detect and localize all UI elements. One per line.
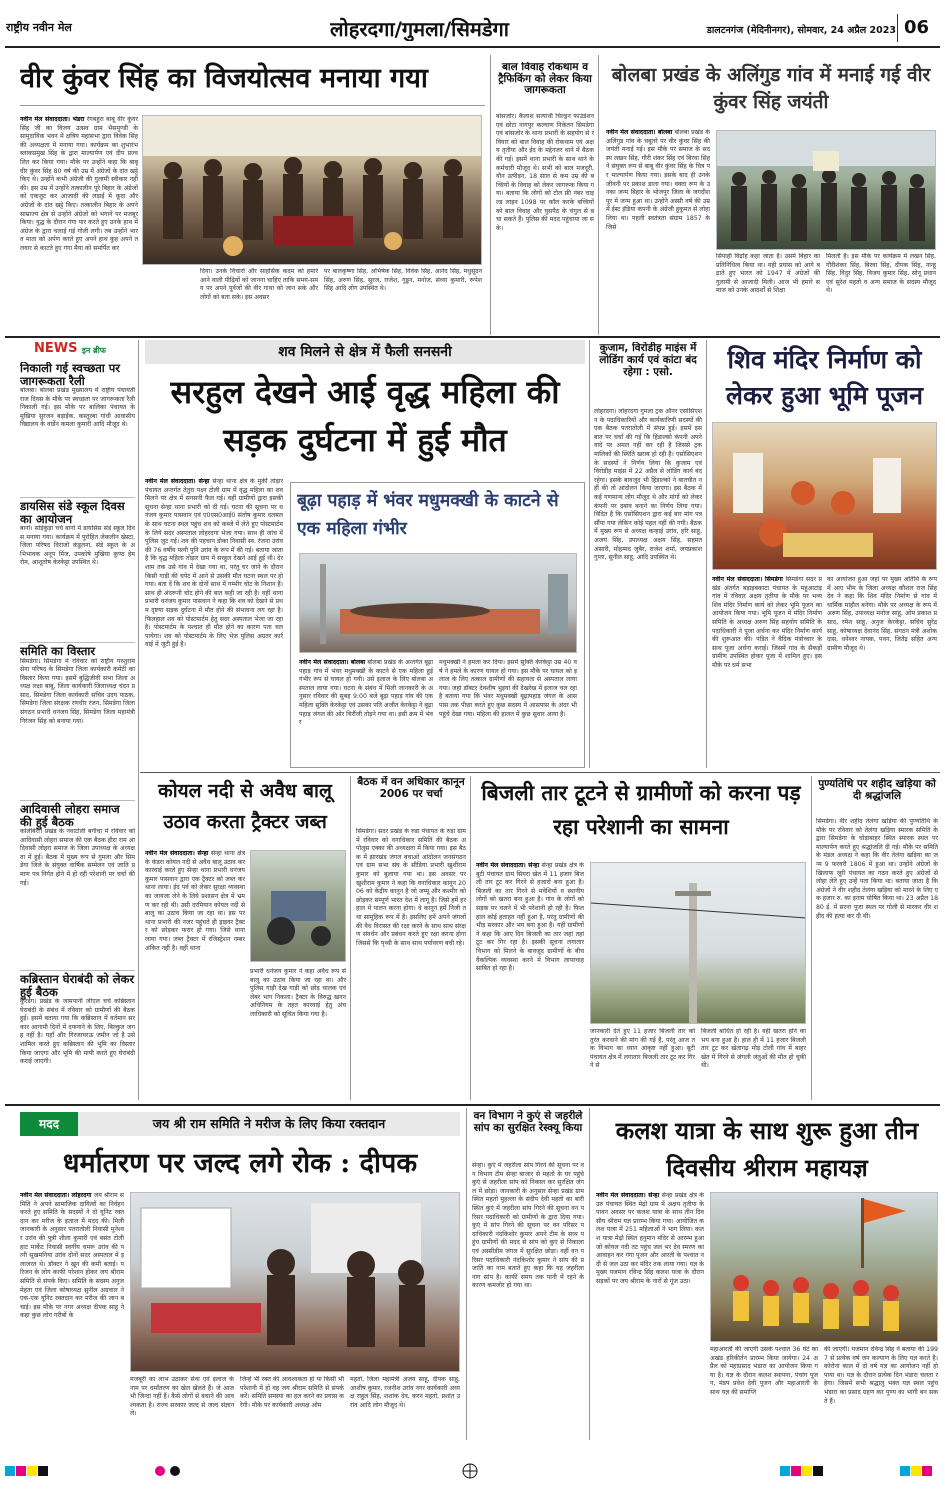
a8-photo-tractor [250, 850, 346, 962]
a10-body-col3: बिजली बाधित हो रही है। वहीं खतरा होने का भय बना हुआ है। हाल ही में 11 हजार बिजली तार टूट कर खेतागढ़ मोड़ टोली गांव में बाहर खेत में गिरने से जंगली जंतुओं की मौत हो चुकी थी। [701, 1028, 806, 1070]
a14-headline: कलश यात्रा के साथ शुरू हुआ तीन दिवसीय श्रीराम महायज्ञ [615, 1116, 919, 1182]
a14-body-col3: की जाएगी। यजमान रविन्द्र सिंह ने बताया की 1997 से प्रत्येक वर्ष जन कल्याण के लिए यज्ञ करते है। कोरोना काल में दो वर्ष यज्ञ का आयोजन नहीं हो पाया था। यज्ञ के दौरान प्रत्येक दिन भंडारा चलता रहेगा। जिसमें सभी श्रद्धालु भक्त यज्ञ स्थल पहुंच भंडारा का प्रसाद ग्रहण कर पुण्य का भागी बन सकते हैं। [824, 1346, 938, 1405]
news-brief-sublabel: इन ब्रीफ [82, 346, 106, 355]
a10-headline: बिजली तार टूटने से ग्रामीणों को करना पड़ रहा परेशानी का सामना [481, 780, 801, 839]
a12-body-col3: जिन्हें भी रक्त की आवश्यकता हो या किसी भी परेशानी में हो वह जय श्रीराम समिति से संपर्क करें। समिति समस्या का हल करने का प्रयास करेगी। मौके पर कार्यकारी अध्यक्ष ओम [240, 1376, 344, 1409]
brief-headline: समिति का विस्तार [20, 644, 96, 658]
a1-body-col1 [20, 116, 138, 332]
a10-text: सेन्हा प्रखंड क्षेत्र के बुटी पंचायत ग्राम सियरा खेत में 11 हजार बिजली तार टूट कर गिरने से हजारों बना हुआ है। बिजली का तार गिरने से मवेशियों व स्थानीय लोगों को खतरा बना हुआ है। गांव के लोगों को सड़क पर चलने में भी परेशानी हो रही है। फिलहाल कोई हताहत नहीं हुआ है, परंतु ग्रामीणों की भीड़ सरकार और भय बना हुआ है। यहीं ग्रामीणों ने कहा कि आए दिन बिजली का तार जहां तहां टूट कर गिर रहा है। इसकी सूचना लगातार विभाग को मिलने के बावजूद ग्रामीणों के बीच वैकल्पिक व्यवस्था करने में विभाग लापरवाह साबित हो रहा है। [476, 862, 584, 973]
brief-body: बोलबा। बोलबा प्रखंड मुख्यालय में राष्ट्रीय पंचायती राज दिवस के मौके पर स्वच्छता पर जागरूकता रैली निकाली गई। इस मौके पर बालिका पंचायत के मुखिया सुरजन बड़ाईक, कस्तूरबा गांधी आवासीय विद्यालय के वार्डेन कमला कुमारी आदि मौजूद थे। [20, 387, 135, 429]
a1-body-col3: पर बालकृष्णा सिंह, अभिषेक सिंह, विवेक सिंह, आनंद सिंह, मधुसूदन सिंह, अरुण सिंह, सूरज, राजेश, गुड्डन, मनोज, संध्या कुमारी, रूपेश सिंह आदि लोग उपस्थित थे। [324, 268, 482, 293]
a8-text: सेन्हा थाना क्षेत्र के कंडरा कोयल नदी से अवैध बालू उठाव कर कारवाई करते हुए सेन्हा थाना प्रभारी धनंजय कुमार पासवान द्वारा एक ट्रैक्टर को जब्त कर थाना लाया। ईद पर्व को लेकर सुरक्षा व्यवस्था का जायजा लेने के लिये प्रशासन क्षेत्र में भ्रमण कर रही थी। उसी दरमियान कोयल नदी से बालू का उठाव किया जा रहा था। इस पर थाना प्रभारी की नजर पहुंचते ही ड्राइवर ट्रैक्टर को छोड़कर फरार हो गया। जिसे थाना लाया गया। जब्त ट्रैक्टर में रजिस्ट्रेशन नम्बर अंकित नहीं है। वहीं थाना [145, 850, 245, 952]
brief-body: बानो। सोईकुंड़ा चर्च बानो में डायसिस संडे स्कूल दिवस मनाया गया। कार्यक्रम में पुरोहित जेकलीन खेस्टा, जिला परिषद विराजो कंडुलना, संडे स्कूल के अभिभावक अनूप मिंज, उपकोषे मुखिया कुण्ठ हेमरोम, आशूतोष केरकेट्टा उपस्थित थे। [20, 525, 135, 567]
a4-kicker-text: शव मिलने से क्षेत्र में फैली सनसनी [278, 344, 452, 360]
a6-body: लोहरदगा। लोहरदगा गुमला ट्रक ऑनर एसोसिएशन के पदाधिकारियों और कार्यकारिणी सदस्यों की एक बैठक पतरातोली में संपन्न हुई। इसमें इस बात पर चर्चा की गई कि हिंडाल्को कंपनी अपने वादे पर अमल नहीं कर रही है जिससे ट्रक मालिकों की स्थिति खराब हो रही है। एसोसिएशन के सदस्यों ने निर्णय लिया कि कुजाम एवं विरोडीह माइंस में 22 अप्रैल से लोडिंग कार्य बंद रहेगा। इसके बावजूद भी हिंडाल्को ने बातचीत नहीं की तो आंदोलन किया जाएगा। इस बैठक में कई गणमान्य लोग मौजूद थे और मांगों को लेकर कंपनी पर दबाव बनाने का निर्णय लिया गया। विदित है कि एसोसिएशन द्वारा कई बार मांग पत्र सौंपा गया लेकिन कोई पहल नहीं की गयी। बैठक में मुख्य रूप से अध्यक्ष कन्हाई उरांव, हरि साहू, अजय सिंह, उपाध्यक्ष अक्षय सिंह, सहमत अंसारी, मोहम्मद जुबैर, राजेश शर्मा, जयप्रकाश गुप्ता, सुनील साहू, आदि उपस्थित थे। [594, 408, 702, 562]
a1-text: रंगबहुरा बाबू वीर कुंवर सिंह जी का विजय उत्सव ग्राम भैसमुण्डी के सामुदायिक भवन में क्षत्रिय महासभा द्वारा विवेक सिंह की अध्यक्षता में मनाया गया। कार्यक्रम का शुभारंभ ब्लाकप्रमुख सिंह के द्वारा माल्यार्पण एवं दीप प्रज्वलित कर किया गया। मौके पर उन्होंने कहा कि बाबू वीर कुंवर सिंह 80 वर्ष की उम्र में अंग्रेजों के दांत खट्टे किए थे। उन्होंने कभी अंग्रेजी की गुलामी स्वीकार नहीं की। इस उम्र में उन्होंने तत्कालीन पूरे बिहार के अंग्रेजों को एकजुट कर आजादी की लड़ाई में कूदा और अंग्रेजों के दांत खट्टे किए। तत्कालीन बिहार के अपने साम्राज्य क्षेत्र से उन्होंने अंग्रेजों को भगाने पर मजबूर किया। युद्ध के दौरान गंगा पार करते हुए उनके हाथ में अंग्रेज के द्वारा चलाई गई गोली लगी। तब उन्होंने भारत माता को अर्पण करते हुए अपने हाथ कुह अपने तलवार से काटते हुए गंगा मैया को समर्पित कर [20, 116, 138, 252]
a3-body-col1 [606, 129, 710, 333]
brief-body: कोलेबिरा। प्रखंड के नवाटोली बगीचा में रविवार को आदिवासी लोहरा समाज की एक बैठक हीरा राम आदिवासी लोहरा समाज के जिला उपाध्यक्ष के अध्यक्षता में हुई। बैठक में मुख्य रूप से गुमला और सिमडेगा जिले के संयुक्त वार्षिक सम्मेलन एवं जाति प्रमाण पत्र निर्गत होने में हो रही परेशानी पर चर्चा की गई। [20, 828, 135, 887]
a8-byline: नवीन मेल संवाददाता। सेन्हा [145, 850, 209, 857]
a12-body-col2: मजबूरी का लाभ उठाकर सेवा एवं इलाज के नाम पर धर्मांतरण का खेल खेलते हैं। जे आज भी जिन्दा नहीं हैं। कैसे लोगों से बचाने की आवश्यकता है। राज्य सरकार जल्द से जल्द संज्ञान ले। [130, 1376, 234, 1418]
a4-byline: नवीन मेल संवाददाता। सेन्हा [145, 478, 210, 485]
a4-headline: सरहुल देखने आई वृद्ध महिला की सड़क दुर्घटना में हुई मौत [170, 373, 560, 459]
news-brief-header [20, 340, 135, 360]
page-number: 06 [904, 17, 930, 38]
a7-byline: नवीन मेल संवाददाता। सिमडेगा [712, 576, 783, 583]
a13-body: सेन्हा। कुएं में जहरीला सांप गिरने की सूचना पर वन विभाग टीम सेन्हा बाजार से महतो के घर पहुंचे कुएं से जहरीला सांप को निकाल कर सुरक्षित जंगल में छोड़ा। जानकारी के अनुसार सेन्हा प्रखंड ग्राम स्थित महतो मुहल्ला के संदीप देवी महतो का बारी स्थित कुएं में जहरीला सांप गिरने की सूचना वन परिसर पदाधिकारी को ग्रामीणों के द्वारा दिया गया। कुएं में सांप गिरने की सूचना पर वन परिसर पदाधिकारी नंदकिशोर कुमार अपने टीम के साथ पहुंच ग्रामीणों की मदद से सांप को कुएं से निकाला एवं अस्सीडीम जंगल में सुरक्षित छोड़ा। वहीं वन परिसर पदाधिकारी नंदकिशोर कुमार ने सांप की प्रजाति का नाम बताते हुए कहा कि यह जहरीला नाग सांप है। काफी समय तक पानी में रहने के कारण कमजोर हो गया था। [472, 1162, 584, 1290]
brief-body: सिमडेगा। सिमडेगा में रविवार को राष्ट्रीय परशुराम सेना परिषद के सिमडेगा जिला कार्यकारी कमेटी का विस्तार किया गया। इसमें बुद्धिजीवी सभा जिला अध्यक्ष लक्षा बाबू, जिला कार्यकारी जिलाध्यक्ष चंदन प्रसाद, सिमडेगा जिला कार्यकारी सचिव उदय पाठक, सिमडेगा जिला संरक्षक रणधीर रंजन, सिमडेगा जिला संगठन प्रभारी धनंजय सिंह, सिमडेगा जिला महामंत्री निरंजन सिंह को बनाया गया। [20, 657, 135, 725]
a5-body-col1 [299, 659, 433, 765]
masthead-rule [5, 46, 940, 48]
dateline: डालटनगंज (मेदिनीनगर), सोमवार, 24 अप्रैल 2023 [706, 25, 896, 36]
a4-text: सेन्हा थाना क्षेत्र के मुर्की तोड़ार पंचायत अन्तर्गत तेतुरा पक्ष्न टोली ग्राम में वृद्ध महिला का शव मिलने पर क्षेत्र में सनसनी फैल गई। वहीं ग्रामीणों द्वारा इसकी सूचना सेन्हा थाना प्रभारी को दी गई। घटना की सूचना पर धनंजय कुमार पासवान एवं ए0एस0आई0 संतोष कुमार दलबल के साथ घटना स्थल पहुंच शव को कब्जे में लेते हुए पोस्टमार्टम के लिये सदर अस्पताल लोहरदगा भेजा गया। साथ ही जांच में पुलिस जुट गई। शव की पहचान डोका निवासी स्व. रंजना उरांव की 76 वर्षीय पत्नी पुनि उरांव के रूप में की गई। बताया जाता है कि वृद्ध महिला तोड़ार ग्राम में सरहुल देखने आई हुई थी। देर शाम तक उसे गांव में देखा गया था, परंतु घर जाने के दौरान किसी गाड़ी की चपेट में आने से उसकी मौत घटना स्थल पर हो गया। बता दें कि शव के दोनों साथ में गम्भीर चोट के निशान हैं। साथ ही अंदरूनी चोट होने की बात कही जा रही है। वहीं थाना प्रभारी धनंजय कुमार पासवान ने कहा कि शव को देखने से प्रथम दृष्टया सड़क दुर्घटना में मौत होने की संभावना लग रहा है। फिलहाल शव को पोस्टमार्टम हेतु सदर अस्पताल भेजा जा रहा है। पोस्टमार्टम के पश्चात ही मौत होने का कारण पता चल पायेगा। शव को पोस्टमार्टम के लिए भेज पुलिस अग्रतर कार्रवाई में जुटी हुई है। [145, 478, 283, 649]
a3-byline: नवीन मेल संवाददाता। बोलबा [606, 129, 673, 136]
a10-body-col2: जानकारी देते हुए 11 हजार बिजली तार को तुरंत करवाने की मांग की गई है, परंतु आज तक विभाग का ध्यान आकृष्ट नहीं हुआ। बूटी पंचायत क्षेत्र में लगातार बिजली तार टूट कर गिरने से [590, 1028, 695, 1070]
a12-photo-blood-donation [130, 1192, 460, 1372]
a8-headline: कोयल नदी से अवैध बालू उठाव करता ट्रैक्टर जब्त [158, 780, 332, 833]
a7-headline: शिव मंदिर निर्माण को लेकर हुआ भूमि पूजन [726, 345, 923, 410]
a10-body-col1 [476, 862, 584, 1100]
a2-headline: बाल विवाह रोकथाम व ट्रैफिकिंग को लेकर किया जागरूकता [498, 62, 592, 96]
a12-body-col1 [20, 1192, 124, 1440]
a12-headline: धर्मातरण पर जल्द लगे रोक : दीपक [62, 1148, 418, 1179]
a14-body-col2: महाआरती की जाएगी उसके पश्चात 36 घंटे का अखंड हरिकीर्तन प्रारम्भ किया जायेगा। 24 अप्रैल को महाप्रसाद भंडारा का आयोजन किया गया है। यज्ञ के दौरान कलश स्थापना, पंचांग पूजन, मंडप प्रवेश देवी पूजन और महाआरती के साथ यज्ञ की समाप्ति [710, 1346, 818, 1396]
a14-body-col1 [596, 1192, 704, 1440]
a3-body-col2: सिपाही विद्रोह कहा जाता है। उसमें बिहार का प्रतिनिधित्व किया था। यही प्रयास को आगे बढ़ाते हुए भारत को 1947 में अंग्रेजों की गुलामी से आजादी मिली। आज भी हमारे समाज को उनके आदर्शों से शिक्षा [716, 253, 820, 295]
a8-body-col2: प्रभारी धनंजय कुमार ने कहा अवैध रूप से बालू का उठाव किया जा रहा था। और पुलिस गाड़ी देख गाड़ी को छोड़ चालक एवं लेबर भाग निकला। ट्रैक्टर के विरुद्ध खनन अधिनियम के तहत कारवाई हेतु अंचलाधिकारी को सूचित किया गया है। [250, 968, 346, 1018]
a3-text: बोलबा प्रखंड के अलिंगुड गांव के चबूतरे पर वीर कुंवर सिंह की जयंती मनाई गई। इस मौके पर समाज के सदस्य लखन सिंह, गौरी शंकर सिंह एवं बिरवा सिंह ने संयुक्त रूप से बाबू वीर कुंवर सिंह के चित्र पर माल्यार्पण किया गया। इसके बाद ही उनके जीवनी पर प्रकाश डाला गया। वक्ता रूप के उनका जन्म बिहार के भोजपुर जिला के जगदीशपुर में जन्म हुआ था। उन्होंने अस्सी वर्ष की उम्र में ईस्ट इंडिया कंपनी के अंग्रेजी हुकूमत से लोहा लिया था। पहली स्वतंत्रता संग्राम 1857 के जिसे [606, 129, 710, 231]
a7-text: सिमडेगा सदर प्रखंड अंतर्गत बड़ाइबकाटा पंचायत के महुआटांड़ गांव में रविवार अक्षय तृतीया के मौके पर भव्य शिव मंदिर निर्माण कार्य को लेकर भूमि पूजन का आयोजन किया गया। भूमि पूजन में मंदिर निर्माण समिति के अध्यक्ष अरुण सिंह सहयोग समिति के पदाधिकारी ने पूजा अर्चना कर मंदिर निर्माण कार्य की शुरूआत की। पंडित ने वैदिक मंत्रोच्चार के साथ पूजा अर्चना कराई। जिसमें गांव के सैकड़ों ग्रामीण उपस्थित होकर पूजा में शामिल हुए। इस मौके पर धर्म सभा [712, 576, 822, 669]
a6-headline: कुजाम, विरोडीह माइंस में लोडिंग कार्य एवं कांटा बंद रहेगा : एसो. [599, 342, 697, 378]
a5-text: बोलबा प्रखंड के अन्तर्गत बूढ़ा पहाड़ गांव में भंवर मधुमक्खी के काटने से एक महिला हुई गंभीर रूप से घायल हो गयी। उसे इलाज के लिए बोलबा अस्पताल लाया गया। घटना के संबंध में मिली जानकारी के अनुसार रविवार की सुबह 9:00 बजे बूढ़ा पहाड़ गांव की एक महिला सुक्ति केरकेट्टा एवं उसका पति अजीत केरकेट्टा ने बूढ़ा पहाड़ जंगल की ओर चिरौंजी तोड़ने गया था। इसी क्रम में भंवर [299, 659, 433, 727]
paper-logo: राष्ट्रीय नवीन मेल [6, 21, 72, 34]
a12-text: जय श्रीराम समिति ने अपने सामाजिक दायित्वों का निर्वहन करते हुए समिति के सदस्यों ने दो यूनिट रक्तदान कर मरीज के इलाज में मदद की। मिली जानकारी के अनुसार पतरातोली निवासी मुनेश्वर उरांव की पुत्री शीला कुमारी एवं बसंत टोली हाट मार्केट निवासी स्वर्गीय चमरू उरांव की पत्नी सुखमनिया उरांव दोनों सदर अस्पताल में इलाजरत थे। डॉक्टर ने खून की कमी बताई। परिजन के लोग काफी परेशान होकर जय श्रीराम समिति से संपर्क किए। समिति के सदस्य अनुज मेहता एवं जिला कोषाध्यक्ष सुनील अग्रवाल ने एक-एक यूनिट रक्तदान कर मरीज की जान बचाई। इस मौके पर नगर अध्यक्ष दीपक साहू ने कहा कुछ लोग गरीबों के [20, 1192, 124, 1320]
bird-logo-icon [24, 20, 25, 21]
a2-body: बांसजोर। कैलाश सत्यार्थी चिल्ड्रन फाउंडेशन एवं छोटा नागपुर कल्याण निकेतन सिमडेगा एवं बांसजोर के थाना प्रभारी के सहयोग से रविवार को बाल विवाह की रोकथाम एवं अक्षय तृतीया और ईद के मद्देनजर थाने में बैठक की गई। इसमें थाना प्रभारी के साथ थाने के कर्मचारी मौजूद थे। सभी को बाल मजदूरी, यौन उत्पीड़न, 18 साल से कम उम्र की बच्चियों के विवाह को लेकर जागरूक किया गया। बताया कि लोगों को टोल फ्री नंबर चाइल्ड लाइन 1098 पर कॉल करके बच्चियों को बाल विवाह और घुसपैठ के चंगुल से बचा सकते हैं। पुलिस की मदद पहुंचाया जा सके। [496, 113, 594, 232]
a10-byline: नवीन मेल संवाददाता। सेन्हा [476, 862, 540, 869]
brief-headline: डायसिस संडे स्कूल दिवस का आयोजन [20, 499, 125, 526]
a5-body-col2: मधुमक्खी ने हमला कर दिया। इसमें सुक्ति केरकेट्टा उम्र 40 वर्ष ने हमले के कारण घायल हो गया। इस मौके पर घायल को इलाज के लिए तत्काल ग्रामीणों की सहायता से अस्पताल लाया गया। जहां डॉक्टर देवशीष भुइयां की देखरेख में इलाज चल रहा है बताया गया कि भंवर मधुमक्खी बूढ़ापहाड़ जंगल के आसपास तक पीछा करते हुए कुछ सदस्य में आसपास के अंदर भी पहुंचे देखा गया। महिला की हालत में कुछ सुधार आया है। [439, 659, 577, 718]
a1-headline: वीर कुंवर सिंह का विजयोत्सव मनाया गया [20, 63, 428, 94]
brief-headline: आदिवासी लोहरा समाज की हुई बैठक [20, 802, 120, 829]
a5-photo-patient [299, 553, 577, 653]
a1-byline: नवीन मेल संवाददाता। भंडरा [20, 116, 85, 123]
a3-photo-group [716, 130, 936, 250]
a9-headline: बैठक में वन अधिकार कानून 2006 पर चर्चा [357, 776, 465, 800]
a9-body: सिमडेगा। सदर प्रखंड के रुडा पंचायत के रुडा ग्राम में रविवार को वनाधिकार समिति की बैठक अपोलुस एक्का की अध्यक्षता में किया गया। इस बैठक में झारखंड जंगल बचाओ आंदोलन जनसंगठन एवं ग्राम सभा संघ के सीडिया प्रभारी खुशीराम कुमार को बुलाया गया था। इस अवसर पर खुशीराम कुमार ने कहा कि वनाधिकार कानून 2006 को केंद्रीय कानून है जो जम्मू और कश्मीर को छोड़कर सम्पूर्ण भारत देश में लागू है। जिसे हमें हर हाल में पालन करना होगा। वे कानून हमें निजी तथा सामूहिक रूप में है। इसलिए हमें अपने जंगलों की वैध विरासत की रक्षा करने के साथ साथ संरक्षण संवर्धन और प्रबंधन करते हुए रक्षा करना होगा जिससे कि पृथ्वी के साथ साथ पर्यावरण बची रहे। [356, 828, 466, 947]
a12-strap-text: जय श्री राम समिति ने मरीज के लिए किया रक्तदान [152, 1116, 386, 1131]
a11-body: सिमडेगा। वीर शहीद तेलंगा खड़िया की पुण्यतिथि के मौके पर रविवार को तेलंगा खड़िया स्मारक समिति के द्वारा सिमडेगा के घोड़ाबाहर स्थित स्मारक स्थल पर माल्यार्पण करते हुए श्रद्धांजलि दी गई। मौके पर समिति के मंडल अध्यक्ष ने कहा कि वीर तेलंगा खड़िया का जन्म 9 फरवरी 1806 में हुआ था। उन्होंने अंग्रेजों के खिलाफ जूरी पंचायत का गठन करते हुए अंग्रेजों से लोहा लेते हुए उन्हें पता किया था। बताया जाता है कि अंग्रेजों ने वीर शहीद तेलंगा खड़िया को मारने के लिए एक हजार रु. का इनाम घोषित किया था। 23 अप्रैल 1880 ई. में सरना पूजा स्थल पर गोली से मारकर वीर शहीद की हत्या कर दी थी। [816, 818, 938, 920]
a12-strap-label: मदद [20, 1112, 78, 1136]
masthead [0, 0, 945, 46]
brief-headline: कब्रिस्तान घेराबंदी को लेकर हुई बैठक [20, 972, 135, 999]
a7-photo-puja [712, 422, 937, 570]
brief-headline: निकाली गई स्वच्छता पर जागरूकता रैली [20, 362, 121, 388]
a12-byline: नवीन मेल संवाददाता। लोहरदगा [20, 1192, 92, 1199]
a1-body-col2: दिया। उनके विचारों और साहसिक कदम को हमारे आने वाली पीढ़ियों को जानना चाहिए ताकि समय-समय पर अपने पूर्वजों की वीर गाथा को जान सके और लोगों को बता सके। इस अवसर [200, 268, 318, 301]
a5-box [290, 482, 585, 768]
a13-headline: वन विभाग ने कुएं से जहरीले सांप का सुरक्षित रेस्क्यू किया [473, 1110, 583, 1134]
color-registration-strip [0, 1452, 945, 1489]
brief-item [20, 803, 135, 973]
a14-photo-procession [710, 1192, 938, 1342]
brief-item [20, 645, 135, 800]
brief-item [20, 500, 135, 650]
news-brief-label: NEWS [34, 341, 78, 356]
a3-headline: बोलबा प्रखंड के अलिंगुड गांव में मनाई गई वीर कुंवर सिंह जयंती [611, 64, 931, 113]
a5-headline: बूढ़ा पहाड़ में भंवर मधुमक्खी के काटने से एक महिला गंभीर [297, 491, 559, 539]
a4-kicker [145, 340, 585, 364]
a5-byline: नवीन मेल संवाददाता। बोलबा [299, 659, 366, 666]
a10-photo-pole [590, 862, 806, 1024]
a11-headline: पुण्यतिथि पर शहीद खड़िया को दी श्रद्धांजलि [818, 778, 936, 802]
a8-body-col1 [145, 850, 245, 1100]
a7-body-col2: का आयोजन हुआ जहां पर मुख्य अतिथि के रूप में आए भीम के जिला अध्यक्ष कौशल राज सिंह देव ने कहा कि शिव मंदिर निर्माण से गांव में धार्मिक माहौल बनेगा। मौके पर अध्यक्ष के रूप में अरुण सिंह, उपाध्यक्ष मनोज साहू, ओम प्रकाश प्रसाद, रमेश साहू, अनुज केरकेट्टा, सचिव सुरेंद्र साहू, कोषाध्यक्ष देवानंद सिंह, संगठन मंत्री अशोक दास, धनेश्वर नायक, पवन, जितेंद्र सहित अन्य ग्रामीण मौजूद थे। [827, 576, 937, 652]
a1-photo-group [142, 115, 482, 265]
a7-body-col1 [712, 576, 822, 768]
section-title: लोहरदगा/गुमला/सिमडेगा [330, 17, 509, 41]
a14-byline: नवीन मेल संवाददाता। सेन्हा [596, 1192, 660, 1199]
a12-strap [20, 1112, 460, 1136]
a4-body [145, 478, 283, 768]
brief-body: कुरडेग। प्रखंड के जामपानी जीएल चर्च कब्रिस्तान घेराबंदी के संबंध में रविवार को ग्रामीणों की बैठक हुई। इसमें बताया गया कि कब्रिस्तान में वर्तमान सरकार आगामी दिनों में दफनाने के लिए, बिल्कुल जगह नहीं है। यहाँ और गिरजाघरऊ जमीन जो है उसे शामिल करते हुए कब्रिस्तान की भूमि का विस्तार किया जाएगा और भूमि की मापी करते हुए घेराबंदी कराई जाएगी। [20, 998, 135, 1066]
a12-body-col4: महतो, जिला महामंत्री अजय साहू, दीपक साहू, आशीष कुमार, रजनीश उरांव नगर कार्यकारी अध्यक्ष राहुल सिंह, शशांक देव, करन महतो, प्रशांत उरांव आदि लोग मौजूद थे। [350, 1376, 460, 1409]
a3-body-col3: मिलती है। इस मौके पर कार्यक्रम में लखन सिंह, गौरीशंकर सिंह, बिरवा सिंह, दीपक सिंह, नान्हू सिंह, विदुर सिंह, विजय कुमार सिंह, सोनू प्रधान एवं सुरेश महतो व अन्य समाज के सदस्य मौजूद थे। [826, 253, 936, 295]
a14-text: सेन्हा प्रखंड क्षेत्र के उरु पंचायत स्थित मेढ़ो ग्राम में अक्षय तृतीया के पावन अवसर पर कलश यात्रा के साथ तीन दिवसीय श्रीराम यज्ञ प्रारम्भ किया गया। आयोजित कलश यात्रा में 251 महिलाओं ने भाग लिया। कलश यात्रा मेढ़ो स्थित हनुमान मंदिर से आरम्भ हुआ जो कोयल नदी तट पहुंच जल भर देव स्मरण का आवाहन कर गंगा पूजन और आरती के पश्चात नदी से जल उठा कर मंदिर तक लाया गया। यज्ञ के मुख्य यजमान रविन्द्र सिंह कलश यात्रा के दौरान सड़कों पर जय श्रीराम के नारों से गूंज उठा। [596, 1192, 704, 1285]
